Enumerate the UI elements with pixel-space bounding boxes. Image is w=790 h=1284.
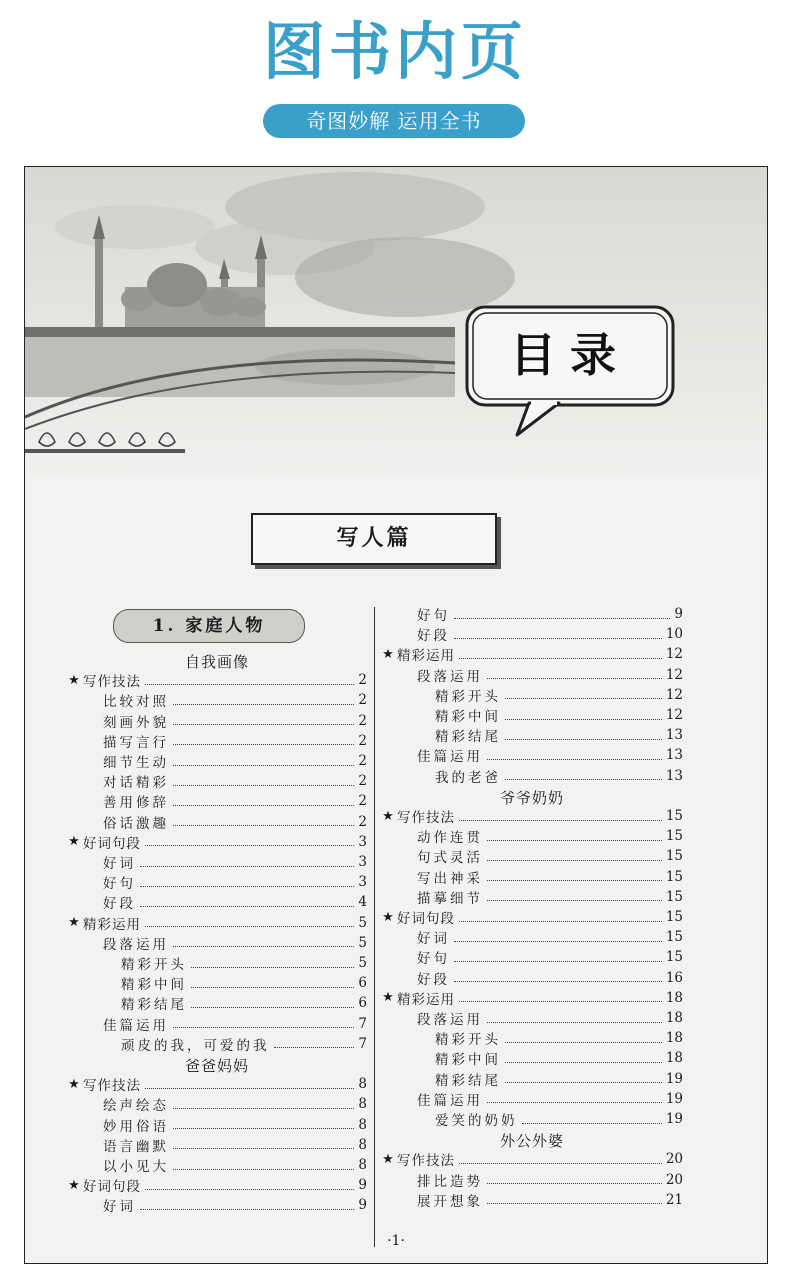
toc-entry-page: 15 [665,929,683,946]
toc-entry[interactable] [417,1170,683,1190]
toc-entry-label: 好词句段 [397,911,455,927]
toc-entry-label: 我的老爸 [435,769,501,786]
toc-entry-label: 展开想象 [417,1193,483,1210]
toc-entry-page: 19 [665,1090,683,1107]
dot-leader [140,886,354,887]
toc-entry-page: 9 [358,1177,367,1194]
contents-title: 目录 [510,328,630,382]
toc-entry[interactable] [103,711,367,731]
star-icon: ★ [68,672,80,688]
promo-header [0,0,790,160]
toc-entry-page: 2 [358,753,367,769]
toc-entry[interactable] [121,1034,367,1054]
dot-leader [487,678,662,679]
book-page [24,166,768,1264]
dot-leader [505,1062,662,1063]
dot-leader [145,1189,354,1190]
toc-entry[interactable] [417,867,683,887]
toc-entry[interactable] [381,988,683,1008]
dot-leader [487,860,662,861]
toc-entry-page: 3 [358,874,367,891]
dot-leader [459,921,662,922]
toc-entry[interactable] [417,624,683,644]
dot-leader [173,1108,354,1109]
toc-entry-page: 3 [358,854,367,870]
dot-leader [459,820,662,821]
toc-entry[interactable] [103,1135,367,1155]
toc-entry-page: 6 [358,995,367,1012]
toc-entry-page: 8 [358,1116,367,1133]
star-icon: ★ [382,909,394,925]
toc-entry-page: 2 [358,692,367,709]
toc-entry[interactable] [103,690,367,710]
toc-entry[interactable] [417,604,683,624]
dot-leader [459,658,662,659]
toc-entry-label: 好词 [103,1199,136,1216]
table-of-contents [25,167,767,1263]
toc-entry-label: 顽皮的我，可爱的我 [121,1037,270,1054]
toc-entry-label: 精彩中间 [121,977,187,994]
toc-entry-page: 7 [358,1015,367,1032]
toc-entry-page: 12 [665,686,683,703]
dot-leader [173,825,354,826]
toc-entry[interactable] [435,705,683,725]
toc-entry-page: 4 [358,894,367,911]
dot-leader [274,1047,355,1048]
toc-entry-page: 2 [358,773,367,790]
toc-entry[interactable] [103,1195,367,1215]
dot-leader [145,845,354,846]
star-icon: ★ [382,990,394,1006]
section-title: 写人篇 [336,526,412,551]
toc-entry-page: 8 [358,1076,367,1093]
toc-entry-label: 好句 [417,608,450,624]
toc-entry-page: 18 [665,989,683,1006]
toc-entry-page: 5 [358,934,367,951]
toc-entry-page: 13 [665,767,683,784]
toc-subheading: 爷爷奶奶 [499,788,564,807]
toc-entry-page: 8 [358,1157,367,1173]
toc-entry-page: 2 [358,732,367,749]
toc-entry-page: 20 [665,1171,683,1188]
star-icon: ★ [382,808,394,824]
toc-entry-page: 18 [665,1050,683,1067]
dot-leader [459,1163,662,1164]
dot-leader [173,1148,354,1149]
page-number: ·1· [387,1233,405,1249]
toc-entry-page: 16 [665,969,683,986]
dot-leader [505,1042,662,1043]
toc-entry-page: 18 [665,1030,683,1047]
toc-entry-page: 9 [358,1197,367,1214]
toc-entry-page: 13 [665,727,683,744]
category-pill: 1. 家庭人物 [113,609,305,643]
toc-entry[interactable] [121,953,367,973]
toc-entry-label: 好词句段 [83,1179,141,1196]
toc-entry[interactable] [381,1149,683,1169]
toc-entry-label: 排比造势 [417,1173,483,1190]
dot-leader [487,1203,662,1204]
toc-entry[interactable] [417,968,683,988]
dot-leader [487,880,662,881]
dot-leader [487,759,662,760]
toc-entry-label: 段落运用 [103,936,169,953]
toc-entry-page: 13 [665,747,683,764]
toc-entry[interactable] [67,913,367,933]
toc-entry[interactable] [67,1074,367,1094]
dot-leader [145,1088,354,1089]
toc-entry-label: 句式灵活 [417,850,483,867]
toc-entry-page: 12 [665,707,683,723]
toc-entry[interactable] [435,725,683,745]
dot-leader [140,866,354,867]
toc-entry-label: 善用修辞 [103,795,169,812]
dot-leader [173,1027,354,1028]
toc-entry-page: 7 [358,1035,367,1052]
toc-entry[interactable] [435,1028,683,1048]
toc-entry[interactable] [103,751,367,771]
dot-leader [173,946,354,947]
toc-entry[interactable] [103,771,367,791]
toc-entry-label: 好词 [103,856,136,872]
toc-entry-page: 15 [665,909,683,925]
star-icon: ★ [382,1151,394,1167]
toc-entry-page: 21 [665,1191,683,1208]
toc-entry[interactable] [103,1155,367,1175]
dot-leader [487,1022,662,1023]
toc-entry-page: 6 [358,975,367,992]
toc-entry[interactable] [435,766,683,786]
toc-entry-page: 3 [358,833,367,850]
toc-entry-label: 爱笑的奶奶 [435,1113,518,1129]
dot-leader [173,704,354,705]
toc-entry-label: 写作技法 [83,1078,141,1095]
toc-entry-label: 好句 [103,876,136,893]
toc-entry-label: 精彩结尾 [435,1072,501,1089]
dot-leader [140,906,354,907]
toc-entry-label: 好词 [417,931,450,948]
toc-entry-page: 15 [665,808,683,824]
dot-leader [173,724,354,725]
dot-leader [454,618,670,619]
toc-entry-page: 15 [665,949,683,966]
dot-leader [191,987,354,988]
toc-entry-label: 佳篇运用 [103,1017,169,1034]
toc-entry[interactable] [103,812,367,832]
toc-entry-page: 12 [665,666,683,683]
toc-entry-label: 精彩开头 [435,688,501,705]
toc-entry[interactable] [435,1069,683,1089]
toc-entry[interactable] [103,731,367,751]
toc-entry[interactable] [103,933,367,953]
toc-entry-page: 5 [358,914,367,931]
toc-entry[interactable] [417,665,683,685]
toc-entry-label: 精彩运用 [83,916,141,933]
toc-entry-label: 精彩中间 [435,1052,501,1069]
toc-entry[interactable] [103,892,367,912]
toc-entry-label: 好句 [417,951,450,968]
toc-entry-label: 精彩开头 [435,1032,501,1049]
star-icon: ★ [68,1076,80,1092]
toc-entry-page: 20 [665,1151,683,1168]
toc-entry-label: 写作技法 [397,1153,455,1170]
toc-subheading: 自我画像 [184,653,249,671]
toc-entry[interactable] [67,832,367,852]
toc-subheading: 爸爸妈妈 [184,1057,249,1075]
toc-entry-label: 写作技法 [83,674,141,691]
dot-leader [522,1123,662,1124]
dot-leader [173,785,354,786]
toc-entry-label: 好词句段 [83,835,141,852]
toc-entry-page: 18 [665,1010,683,1026]
toc-entry[interactable] [103,1115,367,1135]
star-icon: ★ [68,1177,80,1193]
toc-entry[interactable] [417,927,683,947]
toc-entry-label: 写出神采 [417,870,483,887]
toc-entry-label: 好段 [417,971,450,988]
dot-leader [145,684,354,685]
toc-entry-page: 15 [665,868,683,885]
toc-entry[interactable] [417,1008,683,1028]
toc-entry-page: 15 [665,888,683,905]
toc-entry[interactable] [381,644,683,664]
toc-entry-label: 精彩结尾 [435,729,501,746]
toc-entry-label: 精彩运用 [397,648,455,665]
toc-entry-page: 19 [665,1070,683,1087]
dot-leader [454,961,662,962]
toc-entry-label: 细节生动 [103,755,169,771]
toc-entry-page: 12 [665,646,683,663]
toc-entry[interactable] [417,826,683,846]
toc-entry-label: 绘声绘态 [103,1098,169,1115]
toc-entry-label: 动作连贯 [417,830,483,847]
toc-entry[interactable] [103,872,367,892]
toc-entry[interactable] [417,947,683,967]
toc-entry[interactable] [417,745,683,765]
toc-entry-label: 好段 [417,628,450,645]
dot-leader [487,1102,662,1103]
toc-entry-page: 9 [674,606,683,622]
toc-entry[interactable] [381,806,683,826]
toc-entry-label: 描写言行 [103,734,169,751]
toc-entry-label: 以小见大 [103,1159,169,1175]
dot-leader [505,719,662,720]
dot-leader [140,1209,354,1210]
toc-entry-label: 语言幽默 [103,1138,169,1155]
dot-leader [173,1169,354,1170]
toc-entry-label: 刻画外貌 [103,714,169,731]
toc-entry-label: 对话精彩 [103,775,169,792]
toc-entry-page: 10 [665,626,683,643]
toc-entry[interactable] [121,973,367,993]
toc-entry-page: 8 [358,1136,367,1153]
dot-leader [191,1007,354,1008]
toc-entry[interactable] [417,846,683,866]
toc-entry-label: 写作技法 [397,810,455,826]
toc-entry[interactable] [417,887,683,907]
toc-entry-label: 精彩结尾 [121,997,187,1014]
dot-leader [459,1001,662,1002]
toc-entry-label: 描摹细节 [417,890,483,907]
header-subtitle-pill: 奇图妙解 运用全书 [263,104,525,138]
toc-entry-page: 8 [358,1096,367,1113]
dot-leader [454,941,662,942]
toc-entry-label: 好段 [103,896,136,913]
toc-entry-page: 2 [358,793,367,810]
toc-entry-label: 精彩运用 [397,991,455,1008]
toc-entry-label: 佳篇运用 [417,749,483,766]
toc-entry-label: 精彩中间 [435,709,501,725]
toc-entry-label: 精彩开头 [121,957,187,973]
dot-leader [505,739,662,740]
dot-leader [505,1082,662,1083]
toc-entry-page: 5 [358,955,367,971]
dot-leader [487,900,662,901]
toc-entry-label: 段落运用 [417,1012,483,1028]
toc-entry[interactable] [417,1089,683,1109]
dot-leader [173,744,354,745]
dot-leader [505,698,662,699]
toc-entry-page: 15 [665,848,683,865]
toc-entry-label: 俗话激趣 [103,815,169,832]
dot-leader [173,805,354,806]
toc-entry-page: 15 [665,828,683,845]
toc-entry[interactable] [103,791,367,811]
toc-entry[interactable] [103,1094,367,1114]
dot-leader [505,779,662,780]
toc-entry[interactable] [381,907,683,927]
star-icon: ★ [68,915,80,931]
toc-entry-label: 佳篇运用 [417,1092,483,1109]
toc-subheading: 外公外婆 [499,1132,564,1151]
dot-leader [191,967,354,968]
toc-entry[interactable] [435,1048,683,1068]
toc-entry[interactable] [67,670,367,690]
dot-leader [145,926,354,927]
toc-entry-label: 妙用俗语 [103,1118,169,1135]
dot-leader [454,981,662,982]
toc-entry[interactable] [103,852,367,872]
dot-leader [173,1128,354,1129]
dot-leader [487,1183,662,1184]
toc-entry[interactable] [435,685,683,705]
toc-entry-page: 2 [358,712,367,729]
toc-entry[interactable] [417,1190,683,1210]
toc-entry[interactable] [67,1175,367,1195]
toc-entry-page: 19 [665,1111,683,1127]
star-icon: ★ [68,834,80,850]
toc-entry[interactable] [103,1014,367,1034]
toc-entry-label: 段落运用 [417,668,483,685]
toc-entry-page: 2 [358,813,367,830]
toc-entry-page: 2 [358,672,367,689]
star-icon: ★ [382,646,394,662]
toc-entry[interactable] [121,993,367,1013]
toc-entry[interactable] [435,1109,683,1129]
dot-leader [487,840,662,841]
toc-entry-label: 比较对照 [103,694,169,711]
dot-leader [454,638,662,639]
dot-leader [173,765,354,766]
header-title: 图书内页 [262,15,527,88]
